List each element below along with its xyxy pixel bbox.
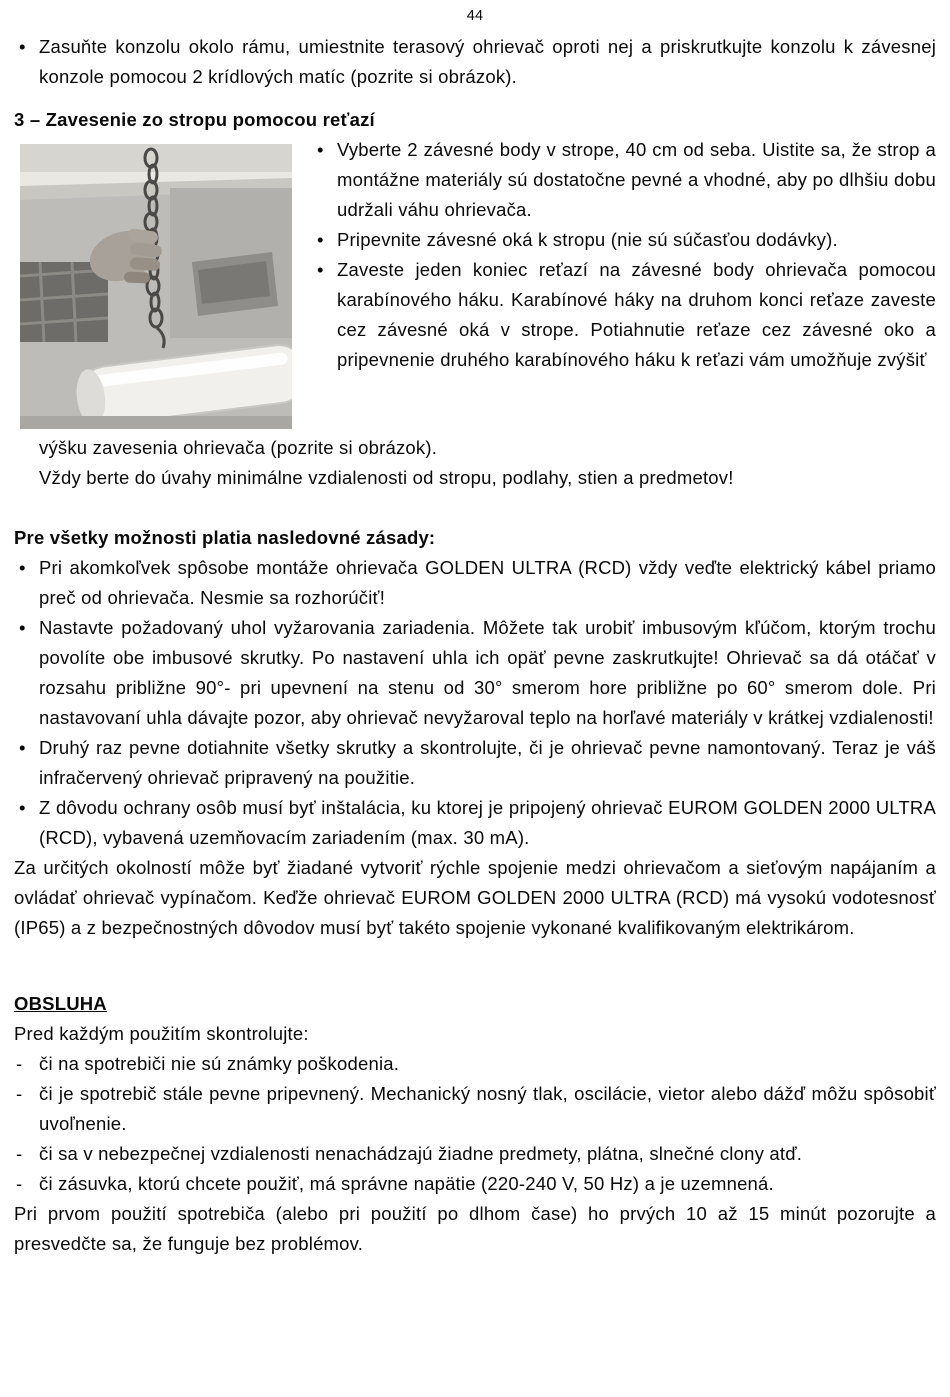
bullet-item: • Z dôvodu ochrany osôb musí byť inštalácia, ku ktorej je pripojený ohrievač EUROM GOLDEN 2000 ULTRA (RCD), vybavená uzemňovacím zariadením (max. 30 mA). (14, 793, 936, 853)
section3-heading: 3 – Zavesenie zo stropu pomocou reťazí (14, 109, 375, 130)
operation-intro: Pred každým použitím skontrolujte: (14, 1023, 309, 1044)
section3-content-row (14, 135, 936, 433)
operation-heading: OBSLUHA (14, 993, 107, 1014)
page-number: 44 (466, 8, 484, 24)
bullet-item: • Pri akomkoľvek spôsobe montáže ohrievača GOLDEN ULTRA (RCD) vždy veďte elektrický kábel priamo preč od ohrievača. Nesmie sa rozhorúčiť! (14, 553, 936, 613)
section3-note: Vždy berte do úvahy minimálne vzdialenosti od stropu, podlahy, stien a predmetov! (39, 467, 734, 488)
bullet-item: • Druhý raz pevne dotiahnite všetky skrutky a skontrolujte, či je ohrievač pevne namontovaný. Teraz je váš infračervený ohrievač pripravený na použitie. (14, 733, 936, 793)
check-item: - či je spotrebič stále pevne pripevnený. Mechanický nosný tlak, oscilácie, vietor alebo dážď môžu spôsobiť uvoľnenie. (14, 1079, 936, 1139)
check-item: - či sa v nebezpečnej vzdialenosti nenachádzajú žiadne predmety, plátna, slnečné clony atď. (14, 1139, 936, 1169)
principles-bullet-list (14, 553, 936, 853)
intro-bullet-list (14, 32, 936, 92)
principles-heading: Pre všetky možnosti platia nasledovné zásady: (14, 527, 436, 548)
hand-chain-heater-photo (20, 144, 292, 429)
section3-continuation: výšku zavesenia ohrievača (pozrite si obrázok). (39, 437, 438, 458)
section3-bullet-list (312, 135, 936, 375)
check-item: - či na spotrebiči nie sú známky poškodenia. (14, 1049, 936, 1079)
bullet-item: • Nastavte požadovaný uhol vyžarovania zariadenia. Môžete tak urobiť imbusovým kľúčom, ktorým trochu povolíte obe imbusové skrutky. Po nastavení uhla ich opäť pevne zaskrutkujte! Ohrievač sa dá otáčať v rozsahu približne 90°- pri upevnení na stenu od 30° smerom hore približne po 60° smerom dole. Pri nastavovaní uhla dávajte pozor, aby ohrievač nevyžaroval teplo na horľavé materiály v krátkej vzdialenosti! (14, 613, 936, 733)
connection-paragraph: Za určitých okolností môže byť žiadané vytvoriť rýchle spojenie medzi ohrievačom a sieťovým napájaním a ovládať ohrievač vypínačom. Keďže ohrievač EUROM GOLDEN 2000 ULTRA (RCD) má vysokú vodotesnosť (IP65) a z bezpečnostných dôvodov musí byť takéto spojenie vykonané kvalifikovaným elektrikárom. (14, 857, 936, 938)
first-use-paragraph: Pri prvom použití spotrebiča (alebo pri použití po dlhom čase) ho prvých 10 až 15 minút pozorujte a presvedčte sa, že funguje bez problémov. (14, 1203, 936, 1254)
bullet-item: • Zasuňte konzolu okolo rámu, umiestnite terasový ohrievač oproti nej a priskrutkujte konzolu k závesnej konzole pomocou 2 krídlových matíc (pozrite si obrázok). (14, 32, 936, 92)
bullet-item: • Zaveste jeden koniec reťazí na závesné body ohrievača pomocou karabínového háku. Karabínové háky na druhom konci reťaze zaveste cez závesné oká v strope. Potiahnutie reťaze cez závesné oko a pripevnenie druhého karabínového háku k reťazi vám umožňuje zvýšiť (312, 255, 936, 375)
bullet-item: • Vyberte 2 závesné body v strope, 40 cm od seba. Uistite sa, že strop a montážne materiály sú dostatočne pevné a vhodné, aby po dlhšiu dobu udržali váhu ohrievača. (312, 135, 936, 225)
pre-use-check-list (14, 1049, 936, 1199)
bullet-item: • Pripevnite závesné oká k stropu (nie sú súčasťou dodávky). (312, 225, 936, 255)
installation-photo (20, 144, 292, 429)
check-item: - či zásuvka, ktorú chcete použiť, má správne napätie (220-240 V, 50 Hz) a je uzemnená. (14, 1169, 936, 1199)
